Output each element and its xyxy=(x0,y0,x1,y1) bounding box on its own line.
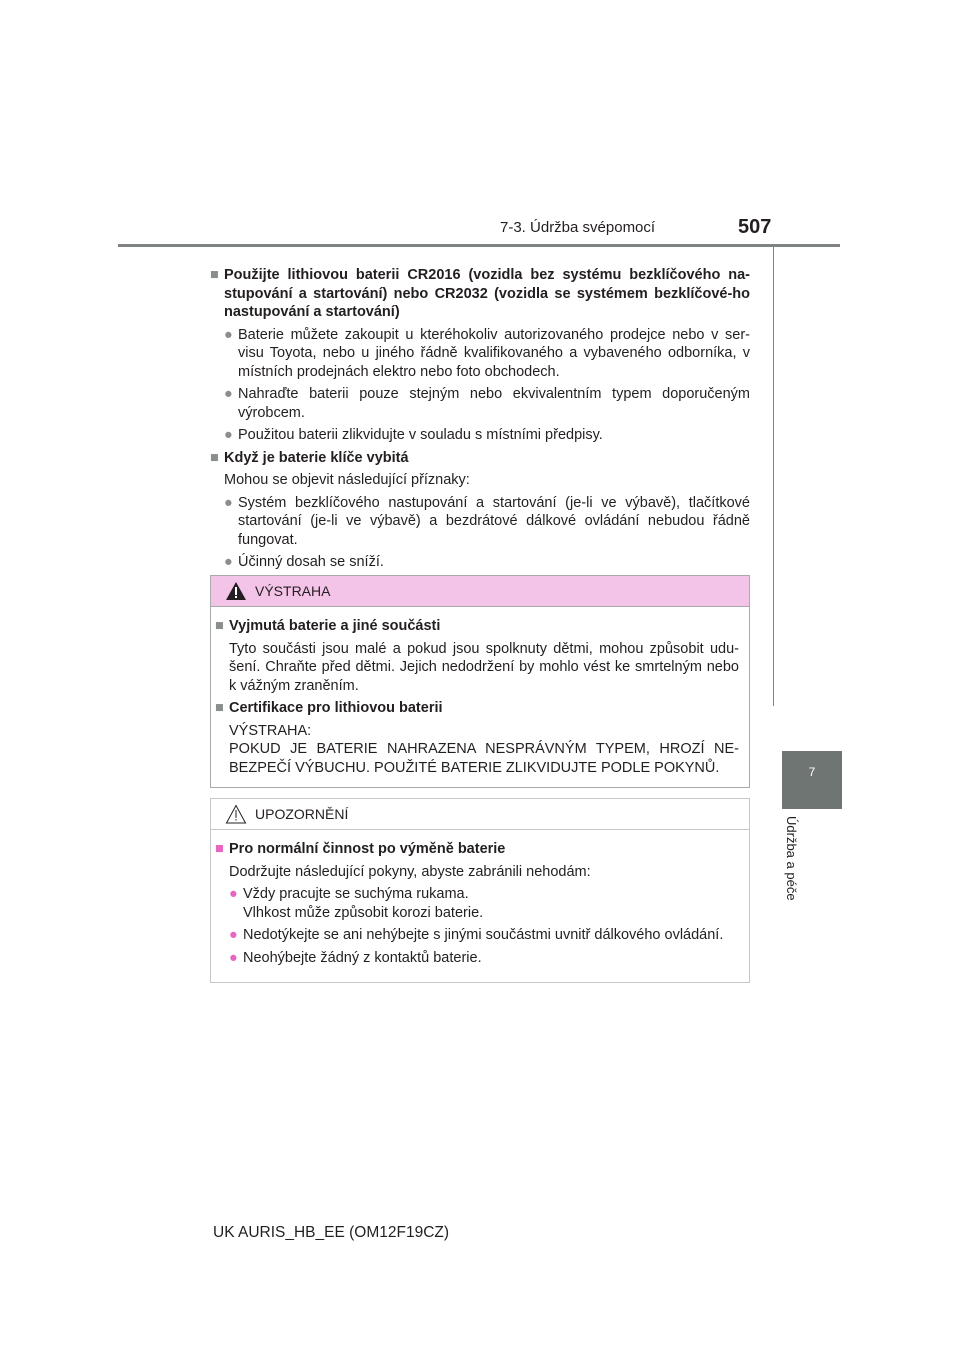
square-bullet-icon: ■ xyxy=(210,449,219,466)
list-item: ● Baterie můžete zakoupit u kteréhokoliv autorizovaného prodejce nebo v ser-visu Toyota, nebo u jiného řádně kvalifikovaného a vybaveného odborníka, v místních prodejnách elektro nebo foto obchodech. xyxy=(224,326,750,380)
warning-title: VÝSTRAHA xyxy=(255,583,331,599)
warning-bar xyxy=(211,576,749,607)
warning-heading: ■ Certifikace pro lithiovou baterii xyxy=(215,700,443,716)
section-title: 7-3. Údržba svépomocí xyxy=(500,219,656,236)
round-bullet-icon: ● xyxy=(224,427,233,443)
paragraph: Tyto součásti jsou malé a pokud jsou spolknuty dětmi, mohou způsobit udu-šení. Chraňte před dětmi. Jejich nedodržení by mohlo vést ke smrtelným nebo k vážným zraněním. xyxy=(229,640,739,694)
square-bullet-icon: ■ xyxy=(215,841,224,857)
round-bullet-icon: ● xyxy=(229,886,238,902)
warning-heading: ■ Vyjmutá baterie a jiné součásti xyxy=(215,618,441,634)
page-number: 507 xyxy=(738,216,772,238)
list-item: ● Nahraďte baterii pouze stejným nebo ekvivalentním typem doporučeným výrobcem. xyxy=(224,386,750,421)
paragraph: POKUD JE BATERIE NAHRAZENA NESPRÁVNÝM TYPEM, HROZÍ NE-BEZPEČÍ VÝBUCHU. POUŽITÉ BATERIE ZLIKVIDUJTE PODLE POKYNŮ. xyxy=(229,741,739,776)
caution-heading: ■ Pro normální činnost po výměně baterie xyxy=(215,841,506,857)
chapter-tab[interactable] xyxy=(782,751,842,809)
list-item: ● Systém bezklíčového nastupování a startování (je-li ve výbavě), tlačítkové startování (je-li ve výbavě) a bezdrátové dálkové ovládání nebudou řádně fungovat. xyxy=(224,494,750,548)
list-item: ● Nedotýkejte se ani nehýbejte s jinými součástmi uvnitř dálkového ovládání. xyxy=(229,927,724,943)
round-bullet-icon: ● xyxy=(224,326,233,343)
round-bullet-icon: ● xyxy=(229,949,238,966)
caution-box xyxy=(210,798,750,983)
warning-box xyxy=(210,575,750,788)
list-item: ● Neohýbejte žádný z kontaktů baterie. xyxy=(229,949,482,966)
side-rule xyxy=(773,246,774,706)
caution-title: UPOZORNĚNÍ xyxy=(255,806,349,822)
square-bullet-icon: ■ xyxy=(210,267,219,283)
chapter-title: Údržba a péče xyxy=(784,816,799,901)
chapter-number: 7 xyxy=(808,765,816,779)
round-bullet-icon: ● xyxy=(229,927,238,943)
paragraph: Mohou se objevit následující příznaky: xyxy=(224,472,470,488)
warning-triangle-icon xyxy=(225,581,247,601)
caution-bar xyxy=(211,799,749,830)
heading-battery-low: ■ Když je baterie klíče vybitá xyxy=(210,449,409,466)
round-bullet-icon: ● xyxy=(224,386,233,402)
header-rule xyxy=(118,244,840,247)
list-item: ● Použitou baterii zlikvidujte v souladu s místními předpisy. xyxy=(224,427,603,443)
heading-battery-type: ■ Použijte lithiovou baterii CR2016 (vozidla bez systému bezklíčového na-stupování a startování) nebo CR2032 (vozidla se systémem bezklíčové-ho nastupování a startování) xyxy=(210,267,750,320)
paragraph: Dodržujte následující pokyny, abyste zabránili nehodám: xyxy=(229,863,591,880)
caution-triangle-icon xyxy=(225,804,247,824)
list-item: ● Vždy pracujte se suchýma rukama. Vlhkost může způsobit korozi baterie. xyxy=(229,886,484,921)
square-bullet-icon: ■ xyxy=(215,700,224,716)
square-bullet-icon: ■ xyxy=(215,618,224,634)
round-bullet-icon: ● xyxy=(224,554,233,570)
round-bullet-icon: ● xyxy=(224,494,233,511)
list-item: ● Účinný dosah se sníží. xyxy=(224,554,384,570)
main-content xyxy=(210,266,750,576)
footer-model: UK AURIS_HB_EE (OM12F19CZ) xyxy=(213,1224,450,1241)
paragraph: VÝSTRAHA: xyxy=(229,722,312,739)
